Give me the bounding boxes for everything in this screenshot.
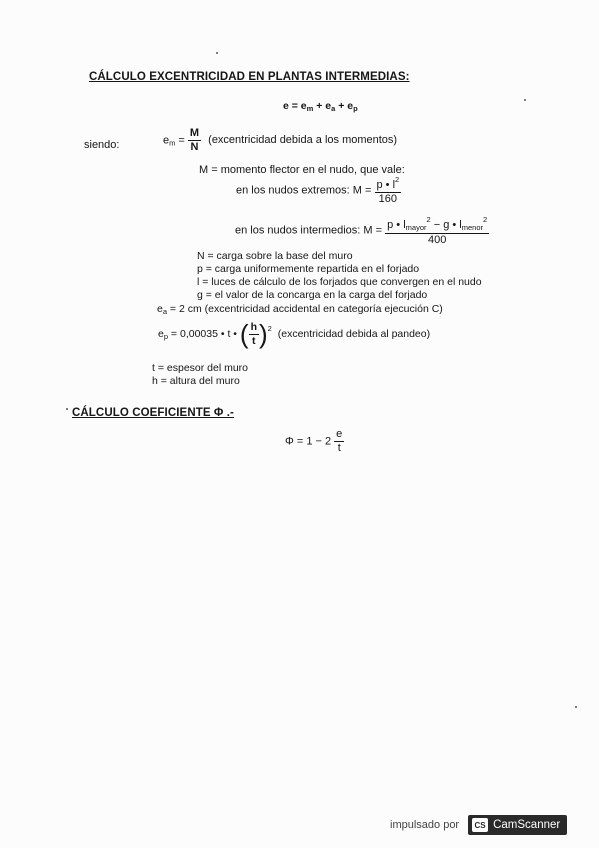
ea-definition: $e_a = 2$ cm (excentricidad accidental en categoría ejecución C) [157,303,443,316]
m-intermedios: en los nudos intermedios: M = $\frac{p • l_{mayor}^2 - g • l_{menor}^2}{400}$ [235,215,488,246]
phi-fraction: $\frac{e}{t}$ [336,428,343,454]
scan-speck [575,706,577,708]
em-fraction: $\frac{M}{N}$ [189,127,200,153]
ep-definition: $e_p = 0,00035$ • t • ( $\frac{h}{t}$ )$^2$ (excentricidad debida al pandeo) [158,319,431,349]
camscanner-name: CamScanner [493,819,561,831]
camscanner-watermark [390,814,567,836]
intermedios-fraction: $\frac{p • l_{mayor}^2 - g • l_{menor}^2}{400}$ [387,215,488,246]
section-title-excentricidad: CÁLCULO EXCENTRICIDAD EN PLANTAS INTERMEDIAS: [89,71,410,83]
scan-speck [66,408,68,410]
scan-speck [216,52,218,54]
extremos-fraction: $\frac{p • l^2}{160}$ [376,175,400,205]
m-extremos: en los nudos extremos: M = $\frac{p • l^2}{160}$ [236,175,400,205]
h-definition: h = altura del muro [152,375,240,387]
powered-by-text: impulsado por [390,819,460,831]
phi-formula: Φ = 1 − 2 $\frac{e}{t}$ [285,428,343,454]
ep-fraction: $\frac{h}{t}$ [250,321,257,347]
section-title-coeficiente: CÁLCULO COEFICIENTE Φ .- [72,407,234,419]
main-formula: $e = e_m + e_a + e_p$ [283,100,358,113]
m-definition: M = momento flector en el nudo, que vale: [199,164,405,176]
p-definition: p = carga uniformemente repartida en el forjado [197,263,420,275]
camscanner-logo-icon: CS [472,818,488,832]
g-definition: g = el valor de la concarga en la carga del forjado [197,289,428,301]
scan-speck [524,99,526,101]
t-definition: t = espesor del muro [152,362,249,374]
n-definition: N = carga sobre la base del muro [197,250,353,262]
camscanner-badge [468,815,567,835]
em-definition: $e_m$ = $\frac{M}{N}$ (excentricidad debida a los momentos) [163,127,398,153]
l-definition: l = luces de cálculo de los forjados que convergen en el nudo [197,276,482,288]
siendo-label: siendo: [84,139,120,151]
